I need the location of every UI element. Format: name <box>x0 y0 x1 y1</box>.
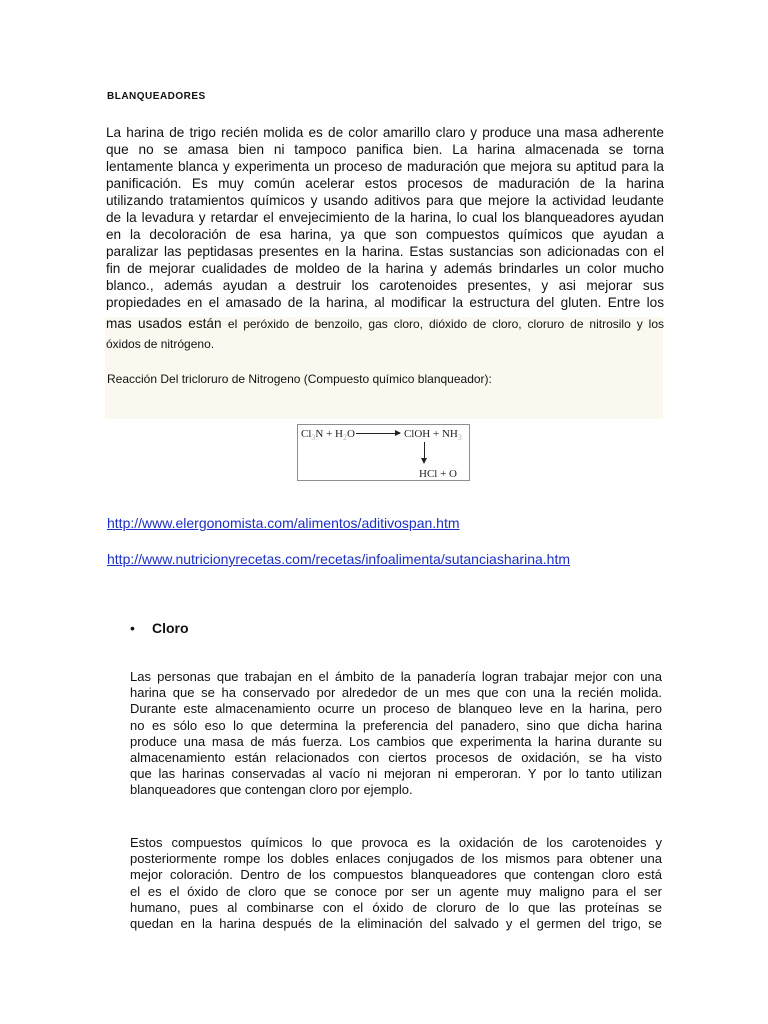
intro-line: fin de mejorar cualidades de moldeo de la harina y además brindarles un color mucho <box>106 261 664 276</box>
intro-line-last: óxidos de nitrógeno. <box>106 337 215 351</box>
paragraph-line: almacenamiento están relacionados con ciertos procesos de oxidación, se ha visto <box>130 749 662 765</box>
reaction-caption: Reacción Del tricloruro de Nitrogeno (Compuesto químico blanqueador): <box>107 372 492 386</box>
intro-line: La harina de trigo recién molida es de color amarillo claro y produce una masa adherente <box>106 125 664 140</box>
subscript-2: 2 <box>343 433 347 442</box>
intro-line: propiedades en el amasado de la harina, al modificar la estructura del gluten. Entre los <box>106 295 664 310</box>
intro-paragraph <box>106 124 664 354</box>
intro-line: paralizar las peptidasas presentes en la harina. Estas sustancias son adicionadas con el <box>106 244 664 259</box>
intro-line: utilizando tratamientos químicos y usando aditivos para que mejore la actividad leudante <box>106 193 664 208</box>
section-heading-cloro: Cloro <box>152 620 189 636</box>
reactant-o: O <box>347 428 355 440</box>
body-paragraph <box>130 835 662 932</box>
reactant-n-plus-h: N + H <box>315 428 343 440</box>
subscript-3: 3 <box>311 433 316 442</box>
paragraph-line: Estos compuestos químicos lo que provoca es la oxidación de los carotenoides y <box>130 835 662 850</box>
intro-line: blanco., además ayudan a destruir los carotenoides presentes, y asi mejorar sus <box>106 278 664 293</box>
intro-line-large-text: mas usados están <box>106 316 222 331</box>
subscript-3: 3 <box>457 433 462 442</box>
paragraph-line: no es sólo eso lo que determina la preferencia del panadero, sino que dicha harina <box>130 717 662 733</box>
paragraph-line: posteriormente rompe los dobles enlaces conjugados de los mismos para obtener una <box>130 851 662 867</box>
paragraph-line: mejor coloración. Dentro de los compuestos blanqueadores que contengan cloro está <box>130 867 662 883</box>
body-paragraph <box>130 669 662 799</box>
paragraph-line: humano, pues al combinarse con el óxido de cloruro de lo que las proteínas se <box>130 899 662 915</box>
bullet-icon: • <box>130 620 135 636</box>
reaction-products: ClOH + NH <box>403 428 458 440</box>
intro-line: panificación. Es muy común acelerar estos procesos de maduración de la harina <box>106 176 664 191</box>
paragraph-line: Durante este almacenamiento ocurre un proceso de blanqueo leve en la harina, pero <box>130 701 662 717</box>
intro-line: que no se amasa bien ni tampoco panifica bien. La harina almacenada se torna <box>106 142 664 157</box>
paragraph-line: blanqueadores que contengan cloro por ejemplo. <box>130 782 413 798</box>
paragraph-line: quedan en la harina después de la eliminación del salvado y el germen del trigo, se <box>130 915 662 931</box>
reference-link-nutricionyrecetas[interactable]: http://www.nutricionyrecetas.com/recetas/infoalimenta/sutanciasharina.htm <box>107 551 570 567</box>
intro-line: lentamente blanca y experimenta un proceso de maduración que mejora su aptitud para la <box>106 159 664 174</box>
intro-line: de la levadura y retardar el envejecimiento de la harina, lo cual los blanqueadores ayudan <box>106 210 664 225</box>
intro-line: en la decoloración de esa harina, ya que son compuestos químicos que ayudan a <box>106 227 664 242</box>
reaction-arrow-icon <box>356 433 400 434</box>
down-arrow-icon <box>424 442 425 458</box>
paragraph-line: produce una masa de más fuerza. Los cambios que experimenta la harina durante su <box>130 733 662 749</box>
reaction-equation-row <box>301 427 462 442</box>
paragraph-line: harina que se ha conservado por alrededor de un mes que con una la recién molida. <box>130 685 662 701</box>
paragraph-line: el es el óxido de cloro que se conoce por ser un agente muy maligno para el ser <box>130 883 662 899</box>
reactant-cl: Cl <box>301 428 312 440</box>
decomposition-products: HCl + O <box>419 468 457 480</box>
reference-link-elergonomista[interactable]: http://www.elergonomista.com/alimentos/aditivospan.htm <box>107 515 460 531</box>
intro-line-small-text: el peróxido de benzoilo, gas cloro, dióxido de cloro, cloruro de nitrosilo y los <box>227 317 664 331</box>
intro-line-mixed <box>106 314 664 334</box>
reaction-equation-box <box>297 424 470 481</box>
paragraph-line: que las harinas conservadas al vacío ni mejoran ni emperoran. Y por lo tanto utilizan <box>130 766 662 782</box>
document-title: BLANQUEADORES <box>107 91 206 102</box>
paragraph-line: Las personas que trabajan en el ámbito de la panadería logran trabajar mejor con una <box>130 669 662 684</box>
